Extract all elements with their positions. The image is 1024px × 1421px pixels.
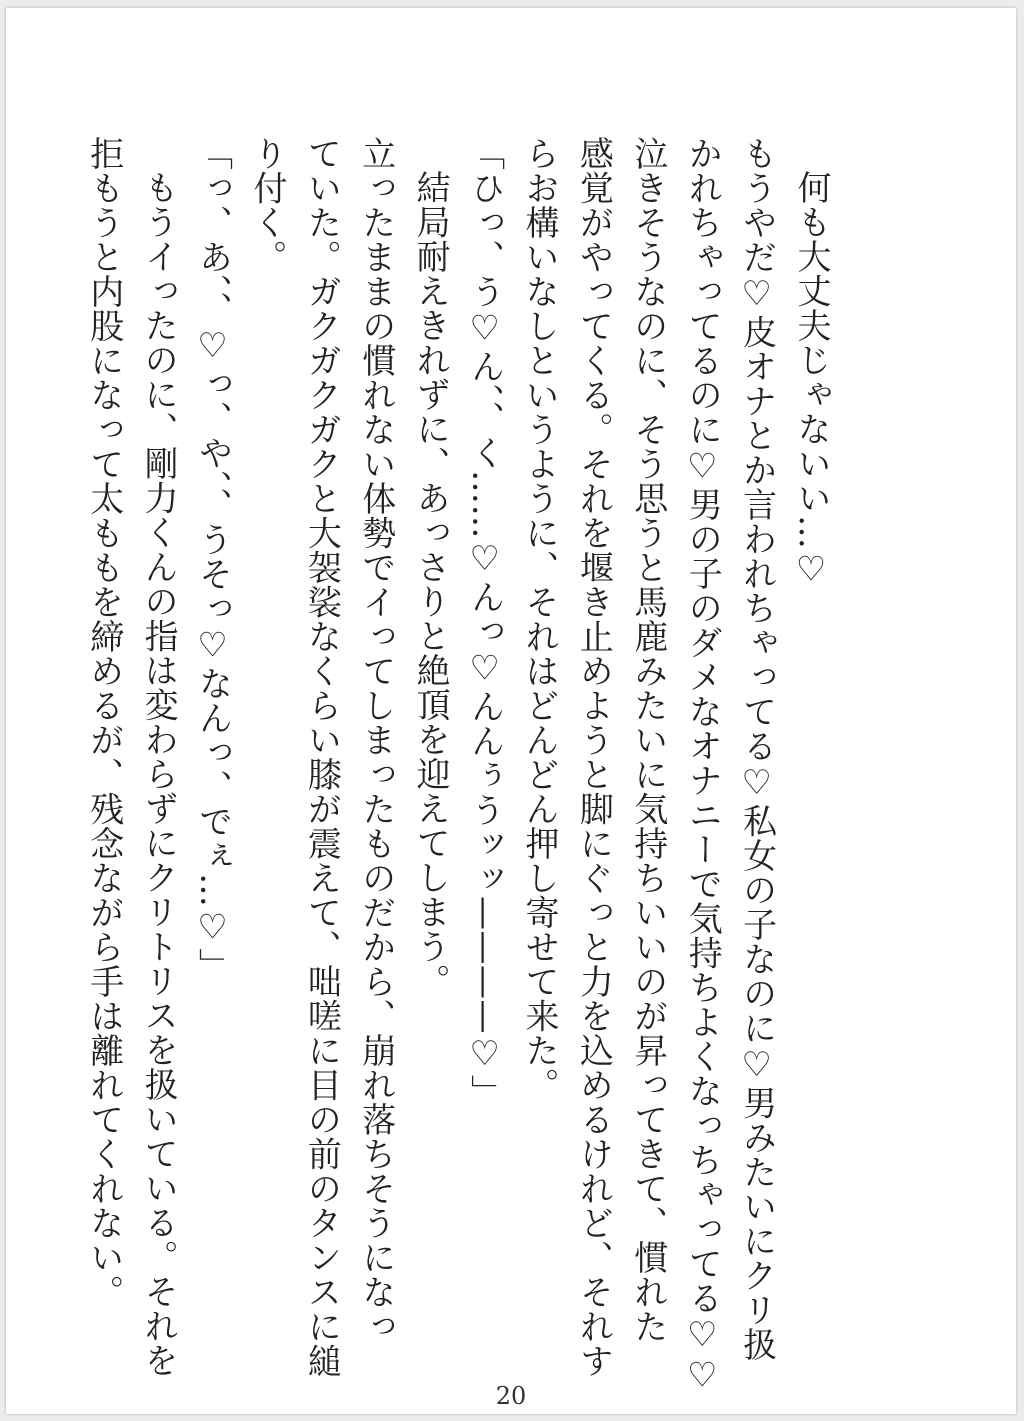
text-column-4: 泣きそうなのに、そう思うと馬鹿みたいに気持ちいいのが昇ってきて、慣れた [627,136,668,1344]
text-column-14: 拒もうと内股になって太ももを締めるが、残念ながら手は離れてくれない。 [83,136,124,1309]
text-column-5: 感覚がやってくる。それを堰き止めようと脚にぐっと力を込めるけれど、それす [573,136,614,1378]
text-column-11: り付く。 [246,136,287,274]
text-column-1: 何も大丈夫じゃないい…♡ [791,170,831,590]
text-column-9: 立ったままの慣れない体勢でイってしまったものだから、崩れ落ちそうになっ [355,136,396,1344]
page-number: 20 [495,1382,527,1410]
text-column-10: ていた。ガクガクガクと大袈裟なくらい膝が震えて、咄嗟に目の前のタンスに縋 [301,136,342,1378]
text-column-13: もうイったのに、剛力くんの指は変わらずにクリトリスを扱いている。それを [138,170,179,1378]
text-column-8: 結局耐えきれずに、あっさりと絶頂を迎えてしまう。 [410,170,451,998]
text-column-3: かれちゃってるのに♡男の子のダメなオナニーで気持ちよくなっちゃってる♡♡ [682,136,723,1396]
text-column-7: 「ひっ、う♡ん、、く……♡んっ♡んんぅうッッ————♡」 [464,136,505,1109]
text-column-2: もうやだ♡皮オナとか言われちゃってる♡私女の子なのに♡男みたいにクリ扱 [736,136,777,1362]
document-page [6,8,1016,1414]
text-column-6: らお構いなしというように、それはどんどん押し寄せて来た。 [518,136,559,1102]
text-column-12: 「っ、あ、、♡っ、や、、うそっ♡なんっ、でぇ…♡」 [192,136,233,983]
